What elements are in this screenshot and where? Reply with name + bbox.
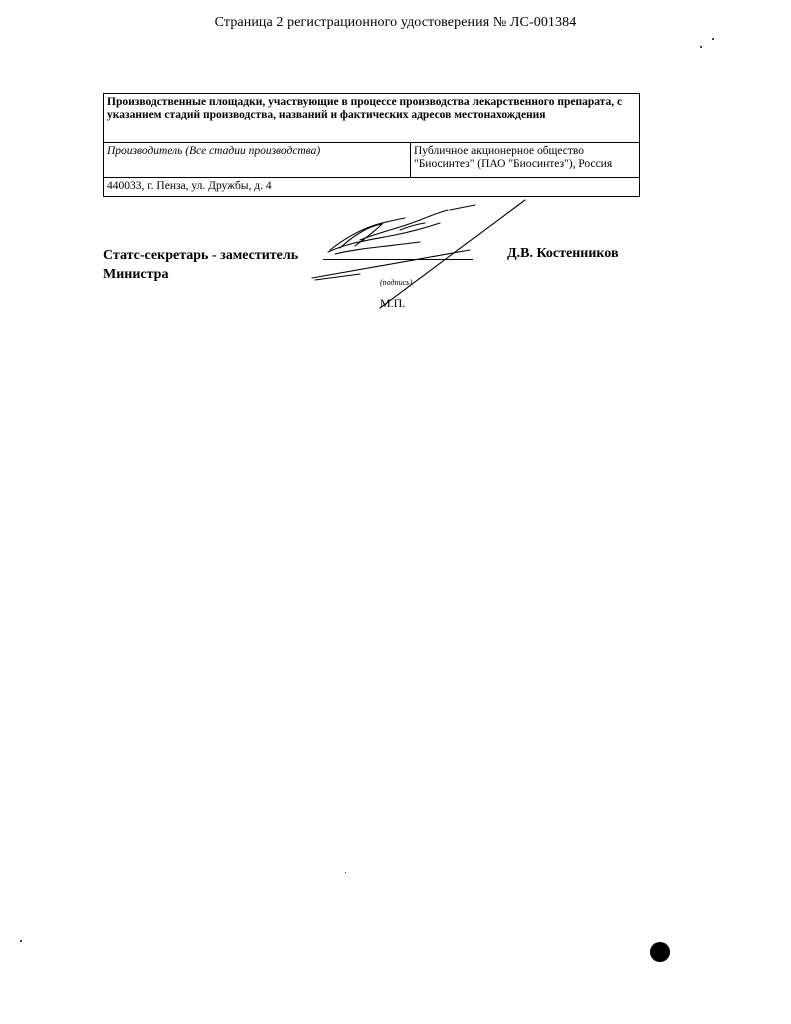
page-title: Страница 2 регистрационного удостоверения № ЛС-001384 [214,15,577,30]
manufacturer-company-cell: Публичное акционерное общество "Биосинтез" (ПАО "Биосинтез"), Россия [411,143,640,178]
punch-hole-mark [650,942,670,962]
table-row [104,143,640,178]
signatory-name: Д.В. Костенников [507,246,619,261]
manufacturer-role-cell: Производитель (Все стадии производства) [104,143,411,178]
scan-speck [700,46,702,48]
signature-caption: (подпись) [380,278,413,287]
stamp-placeholder: М.П. [380,296,406,310]
scan-speck [345,872,346,873]
table-heading-cell: Производственные площадки, участвующие в процессе производства лекарственного препарата, с указанием стадий производства, названий и фактических адресов местонахождения [104,94,640,143]
scan-speck [20,940,22,942]
manufacturer-address-cell: 440033, г. Пенза, ул. Дружбы, д. 4 [104,178,640,197]
signatory-position: Статс-секретарь - заместитель Министра [103,248,299,282]
handwritten-signature [300,190,540,320]
table-row [104,94,640,143]
production-sites-table [103,93,640,197]
scan-speck [712,38,714,40]
